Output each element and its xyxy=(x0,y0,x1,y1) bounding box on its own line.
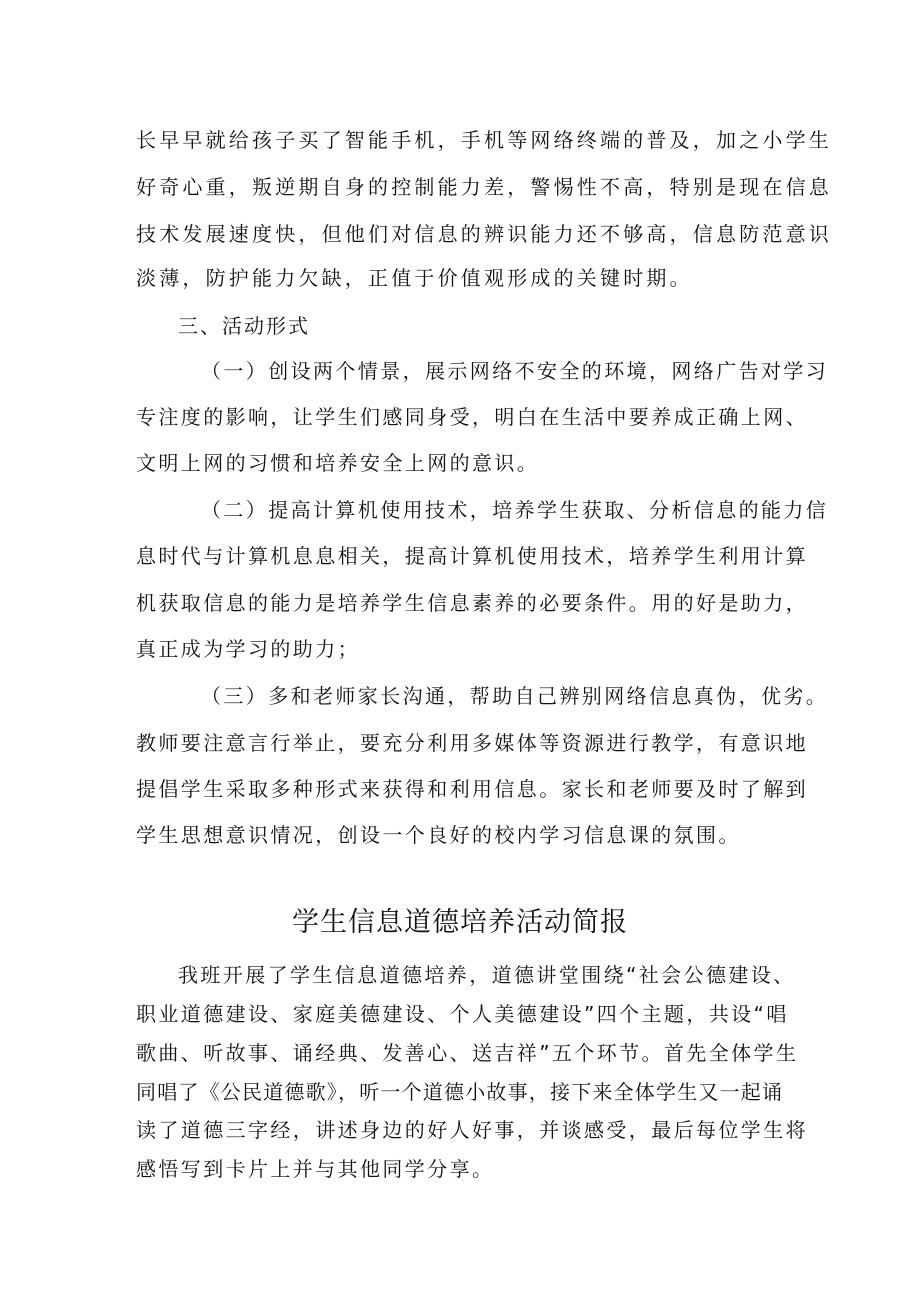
paragraph-line: 机获取信息的能力是培养学生信息素养的必要条件。用的好是助力， xyxy=(136,591,808,615)
paragraph-line: （二）提高计算机使用技术，培养学生获取、分析信息的能力信 xyxy=(201,498,829,522)
report-title: 学生信息道德培养活动简报 xyxy=(292,907,628,938)
paragraph-line: 技术发展速度快，但他们对信息的辨识能力还不够高，信息防范意识 xyxy=(136,222,832,246)
paragraph-line: 我班开展了学生信息道德培养，道德讲堂围绕“社会公德建设、 xyxy=(178,963,796,987)
paragraph-line: 教师要注意言行举止，要充分利用多媒体等资源进行教学，有意识地 xyxy=(136,731,808,755)
paragraph-line: 真正成为学习的助力； xyxy=(136,637,360,661)
section-heading: 三、活动形式 xyxy=(178,314,310,338)
paragraph-line: （三）多和老师家长沟通，帮助自己辨别网络信息真伪，优劣。 xyxy=(201,684,829,708)
paragraph-line: （一）创设两个情景，展示网络不安全的环境，网络广告对学习 xyxy=(201,359,829,383)
paragraph-line: 淡薄，防护能力欠缺，正值于价值观形成的关键时期。 xyxy=(136,266,693,290)
paragraph-line: 职业道德建设、家庭美德建设、个人美德建设”四个主题，共设“唱 xyxy=(136,1002,789,1026)
paragraph-line: 学生思想意识情况，创设一个良好的校内学习信息课的氛围。 xyxy=(136,823,741,847)
paragraph-line: 读了道德三字经，讲述身边的好人好事，并谈感受，最后每位学生将 xyxy=(136,1118,808,1142)
paragraph-line: 长早早就给孩子买了智能手机，手机等网络终端的普及，加之小学生 xyxy=(136,128,832,152)
paragraph-line: 提倡学生采取多种形式来获得和利用信息。家长和老师要及时了解到 xyxy=(136,777,808,801)
paragraph-line: 同唱了《公民道德歌》，听一个道德小故事，接下来全体学生又一起诵 xyxy=(136,1080,784,1104)
paragraph-line: 息时代与计算机息息相关，提高计算机使用技术，培养学生利用计算 xyxy=(136,544,808,568)
paragraph-line: 文明上网的习惯和培养安全上网的意识。 xyxy=(136,451,540,475)
paragraph-line: 歌曲、听故事、诵经典、发善心、送吉祥”五个环节。首先全体学生 xyxy=(136,1041,799,1065)
paragraph-line: 专注度的影响，让学生们感同身受，明白在生活中要养成正确上网、 xyxy=(136,405,808,429)
paragraph-line: 好奇心重，叛逆期自身的控制能力差，警惕性不高，特别是现在信息 xyxy=(136,175,832,199)
paragraph-line: 感悟写到卡片上并与其他同学分享。 xyxy=(136,1157,495,1181)
